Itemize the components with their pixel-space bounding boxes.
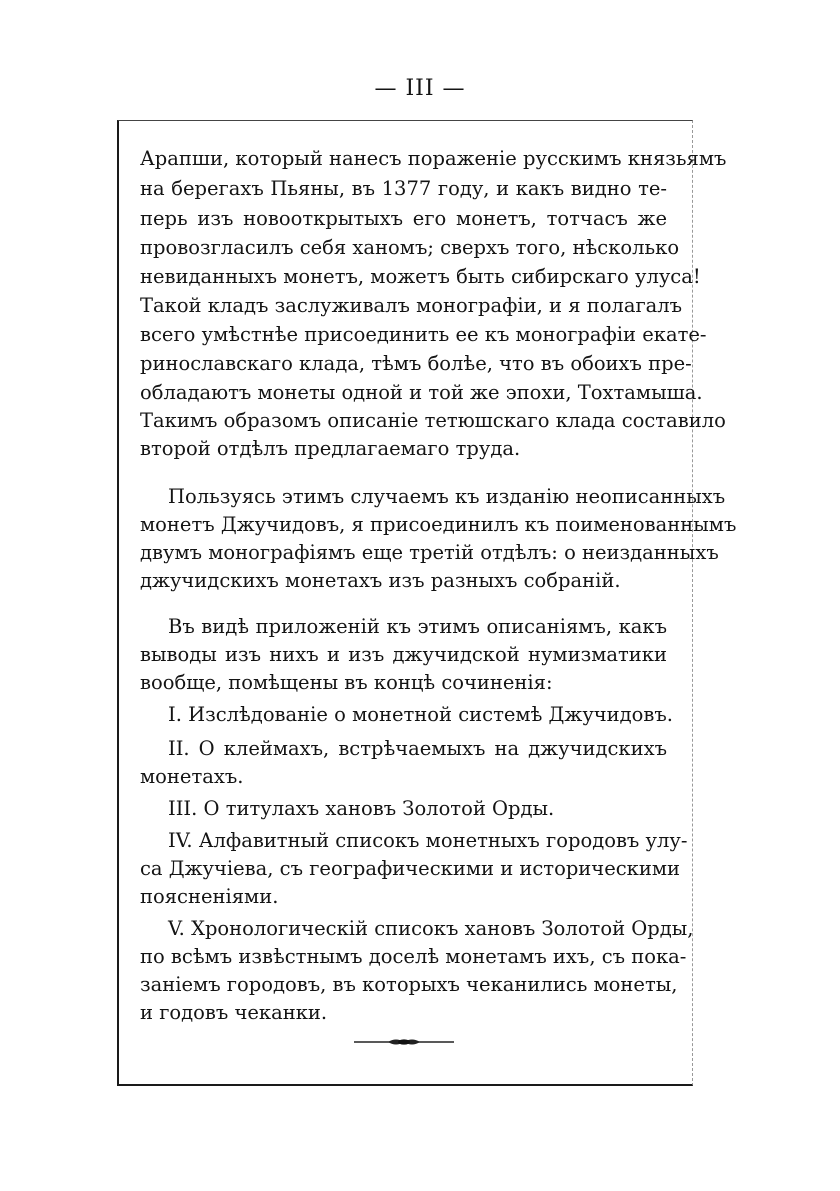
text-line: Въ видѣ приложеній къ этимъ описаніямъ, какъ [168, 615, 667, 638]
text-line: джучидскихъ монетахъ изъ разныхъ собраній. [140, 569, 621, 592]
appendix-item-continuation: монетахъ. [140, 765, 244, 788]
text-line: ринославскаго клада, тѣмъ болѣе, что въ обоихъ пре- [140, 352, 692, 375]
text-line: двумъ монографіямъ еще третій отдѣлъ: о неизданныхъ [140, 541, 719, 564]
text-line: Такой кладъ заслуживалъ монографіи, и я полагалъ [140, 294, 683, 317]
appendix-item: IV. Алфавитный списокъ монетныхъ городовъ улу- [168, 829, 688, 852]
appendix-item: V. Хронологическій списокъ хановъ Золотой Орды, [168, 917, 694, 940]
text-line: Арапши, который нанесъ пораженіе русскимъ князьямъ [140, 147, 727, 170]
text-line: всего умѣстнѣе присоединить ее къ монографіи екате- [140, 323, 707, 346]
text-line: перь изъ новооткрытыхъ его монетъ, тотчасъ же [140, 207, 667, 230]
appendix-item: III. О титулахъ хановъ Золотой Орды. [168, 797, 555, 820]
ornament-divider-icon [354, 1034, 454, 1050]
text-line: обладаютъ монеты одной и той же эпохи, Тохтамыша. [140, 381, 703, 404]
text-line: монетъ Джучидовъ, я присоединилъ къ поименованнымъ [140, 513, 737, 536]
appendix-item: II. О клеймахъ, встрѣчаемыхъ на джучидскихъ [168, 737, 667, 760]
text-line: вообще, помѣщены въ концѣ сочиненія: [140, 671, 553, 694]
appendix-item-continuation: са Джучіева, съ географическими и историческими [140, 857, 681, 880]
appendix-item-continuation: поясненіями. [140, 885, 279, 908]
text-line: Пользуясь этимъ случаемъ къ изданію неописанныхъ [168, 485, 726, 508]
page-number: — III — [374, 76, 466, 101]
text-line: провозгласилъ себя ханомъ; сверхъ того, нѣсколько [140, 236, 680, 259]
appendix-item-continuation: по всѣмъ извѣстнымъ доселѣ монетамъ ихъ, съ пока- [140, 945, 687, 968]
text-line: выводы изъ нихъ и изъ джучидской нумизматики [140, 643, 667, 666]
appendix-item: I. Изслѣдованіе о монетной системѣ Джучидовъ. [168, 703, 674, 726]
text-line: Такимъ образомъ описаніе тетюшскаго клада составило [140, 409, 726, 432]
appendix-item-continuation: и годовъ чеканки. [140, 1001, 328, 1024]
text-line: второй отдѣлъ предлагаемаго труда. [140, 437, 521, 460]
appendix-item-continuation: заніемъ городовъ, въ которыхъ чеканились монеты, [140, 973, 678, 996]
text-line: на берегахъ Пьяны, въ 1377 году, и какъ видно те- [140, 177, 667, 200]
text-line: невиданныхъ монетъ, можетъ быть сибирскаго улуса! [140, 265, 701, 288]
